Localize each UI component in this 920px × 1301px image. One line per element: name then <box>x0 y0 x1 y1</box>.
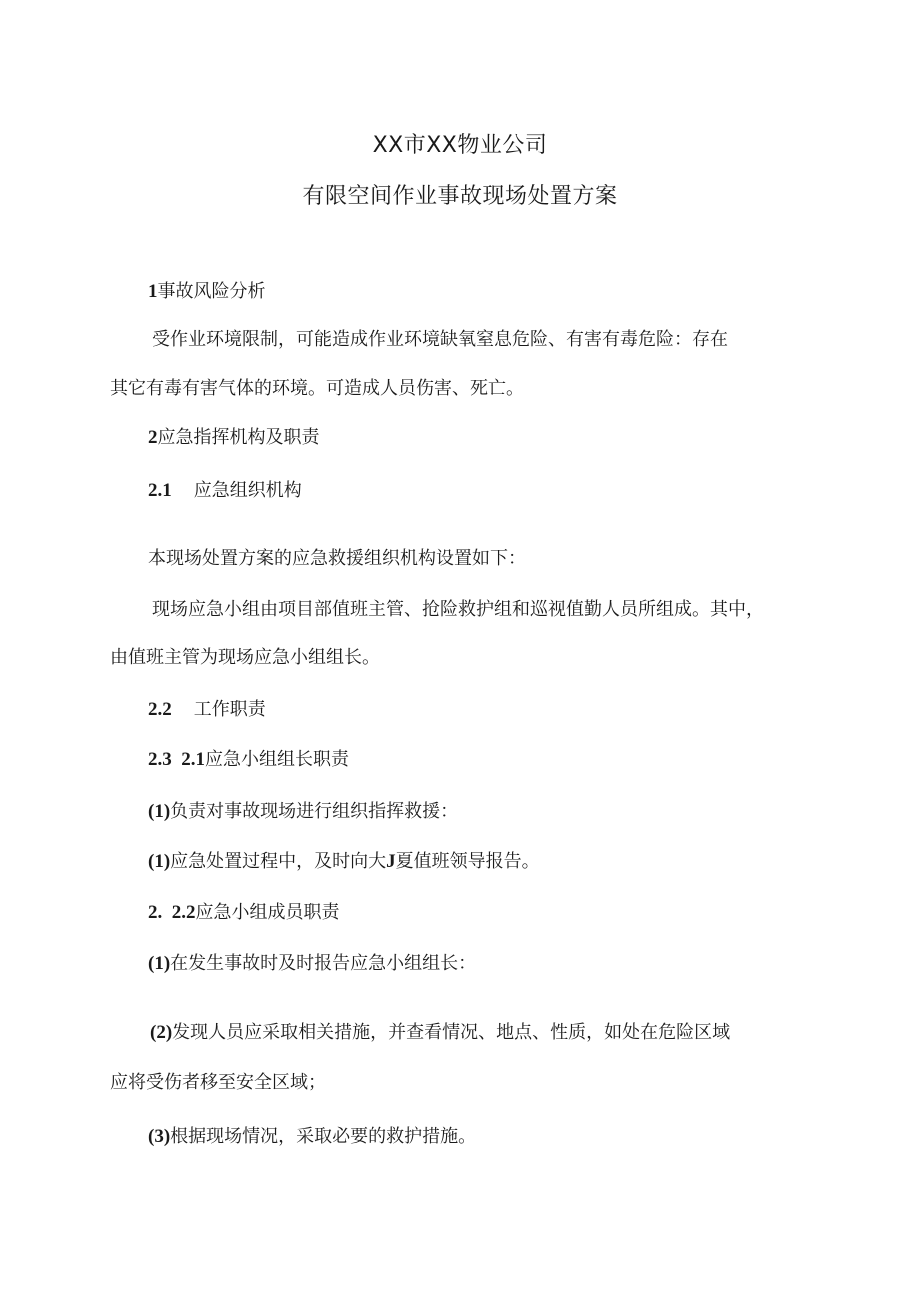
section-heading-text: 工作职责 <box>193 699 266 720</box>
document-title-line1: XX市XX物业公司 <box>372 133 548 158</box>
section-2-2-2-heading <box>148 900 340 926</box>
section-heading-text: 应急小组成员职责 <box>195 902 340 923</box>
section-2-2-heading <box>148 697 266 723</box>
list-item-text-j: J <box>386 851 396 872</box>
section-number: 2.3 2.1 <box>148 749 205 770</box>
list-item <box>148 799 458 825</box>
section-heading-text: 应急指挥机构及职责 <box>157 427 320 448</box>
section-number: 2. 2.2 <box>148 902 196 923</box>
list-item-number: (3) <box>148 1126 171 1147</box>
section-heading-text: 应急小组组长职责 <box>205 749 349 770</box>
section-2-1-paragraph2-line1: 现场应急小组由项目部值班主管、抢险救护组和巡视值勤人员所组成。其中， <box>152 599 764 620</box>
list-item-number: (1) <box>148 953 171 974</box>
list-item-number: (1) <box>148 801 171 822</box>
section-number: 2.2 <box>148 699 172 720</box>
section-2-heading <box>148 425 320 451</box>
list-item-number: (1) <box>148 851 171 872</box>
section-heading-text: 应急组织机构 <box>193 480 302 501</box>
list-item-text: 在发生事故时及时报告应急小组组长： <box>170 953 477 974</box>
section-number: 2.1 <box>148 480 172 501</box>
list-item-continuation: 应将受伤者移至安全区域； <box>110 1072 326 1093</box>
list-item-text: 夏值班领导报告。 <box>395 851 540 872</box>
list-item-number: (2) <box>150 1022 173 1043</box>
document-title-line2: 有限空间作业事故现场处置方案 <box>302 184 618 209</box>
list-item-text: 应急处置过程中，及时向大 <box>170 851 387 872</box>
section-1-paragraph-line1: 受作业环境限制，可能造成作业环境缺氧窒息危险、有害有毒危险：存在 <box>152 329 728 350</box>
section-number: 1 <box>148 281 158 302</box>
list-item <box>148 1124 476 1150</box>
section-2-1-paragraph2-line2: 由值班主管为现场应急小组组长。 <box>110 647 380 668</box>
list-item <box>148 849 540 875</box>
section-number: 2 <box>148 427 158 448</box>
section-2-1-heading <box>148 478 302 504</box>
section-2-3-heading <box>148 747 349 773</box>
section-2-1-paragraph: 本现场处置方案的应急救援组织机构设置如下： <box>148 548 526 569</box>
section-heading-text: 事故风险分析 <box>157 281 266 302</box>
list-item-text: 发现人员应采取相关措施，并查看情况、地点、性质，如处在危险区域 <box>172 1022 731 1043</box>
list-item-text: 负责对事故现场进行组织指挥救援： <box>170 801 459 822</box>
list-item <box>148 951 476 977</box>
list-item <box>150 1020 730 1046</box>
section-1-paragraph-line2: 其它有毒有害气体的环境。可造成人员伤害、死亡。 <box>110 378 524 399</box>
list-item-text: 根据现场情况，采取必要的救护措施。 <box>170 1126 477 1147</box>
section-1-heading <box>148 279 266 305</box>
